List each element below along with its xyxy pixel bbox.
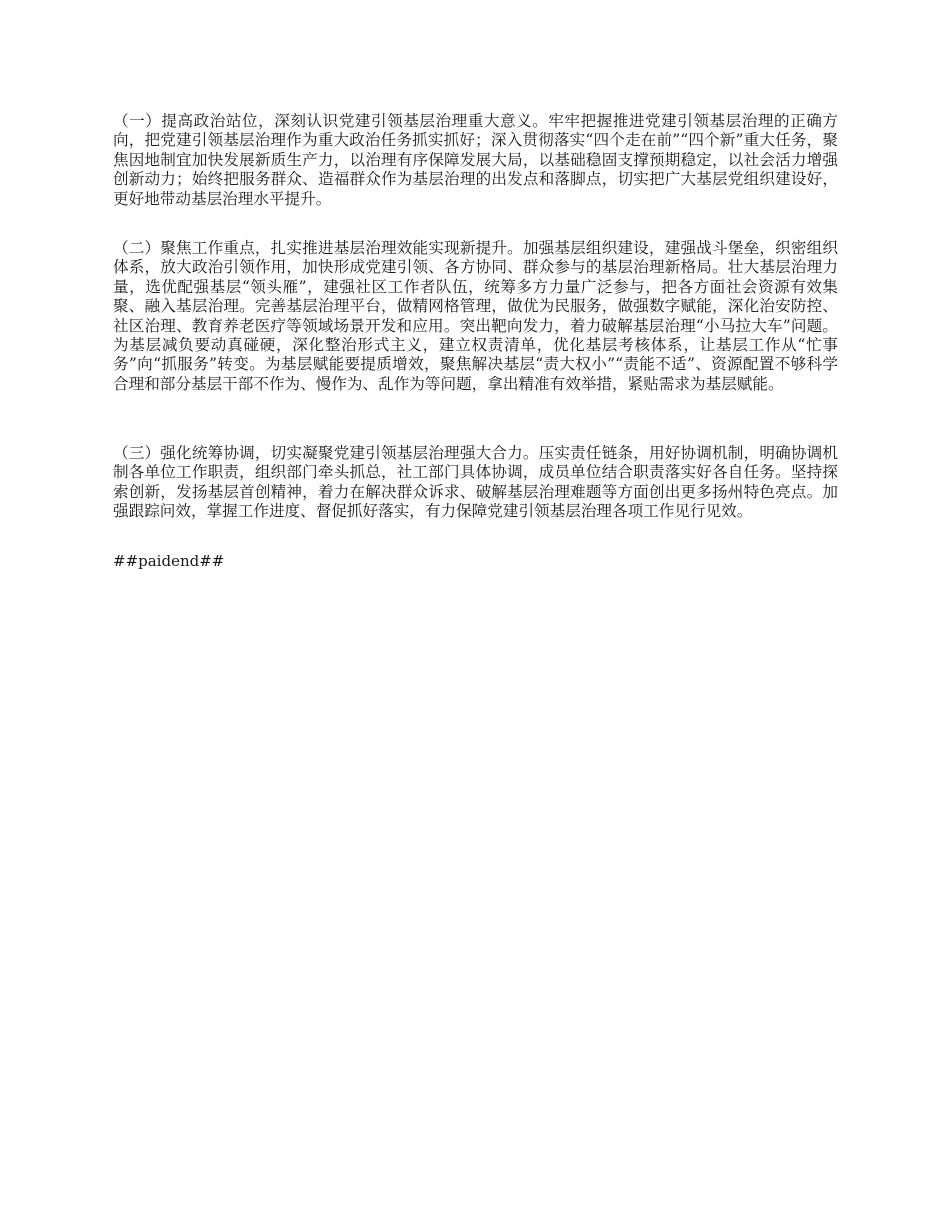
paragraph-3: （三）强化统筹协调，切实凝聚党建引领基层治理强大合力。压实责任链条，用好协调机制，明确协调机制各单位工作职责，组织部门牵头抓总，社工部门具体协调，成员单位结合职责落实好各自任务。坚持探索创新，发扬基层首创精神，着力在解决群众诉求、破解基层治理难题等方面创出更多扬州特色亮点。加强跟踪问效，掌握工作进度、督促抓好落实，有力保障党建引领基层治理各项工作见行见效。: [113, 444, 838, 521]
paid-end-marker: ##paidend##: [113, 552, 225, 570]
paragraph-2: （二）聚焦工作重点，扎实推进基层治理效能实现新提升。加强基层组织建设，建强战斗堡垒，织密组织体系，放大政治引领作用，加快形成党建引领、各方协同、群众参与的基层治理新格局。壮大基层治理力量，选优配强基层“领头雁”，建强社区工作者队伍，统筹多方力量广泛参与，把各方面社会资源有效集聚、融入基层治理。完善基层治理平台，做精网格管理，做优为民服务，做强数字赋能，深化治安防控、社区治理、教育养老医疗等领域场景开发和应用。突出靶向发力，着力破解基层治理“小马拉大车”问题。为基层减负要动真碰硬，深化整治形式主义，建立权责清单，优化基层考核体系，让基层工作从“忙事务”向“抓服务”转变。为基层赋能要提质增效，聚焦解决基层“责大权小”“责能不适”、资源配置不够科学合理和部分基层干部不作为、慢作为、乱作为等问题，拿出精准有效举措，紧贴需求为基层赋能。: [113, 239, 838, 393]
paragraph-1: （一）提高政治站位，深刻认识党建引领基层治理重大意义。牢牢把握推进党建引领基层治理的正确方向，把党建引领基层治理作为重大政治任务抓实抓好；深入贯彻落实“四个走在前”“四个新”重大任务，聚焦因地制宜加快发展新质生产力，以治理有序保障发展大局，以基础稳固支撑预期稳定，以社会活力增强创新动力；始终把服务群众、造福群众作为基层治理的出发点和落脚点，切实把广大基层党组织建设好，更好地带动基层治理水平提升。: [113, 112, 838, 208]
document-body: [113, 112, 838, 571]
